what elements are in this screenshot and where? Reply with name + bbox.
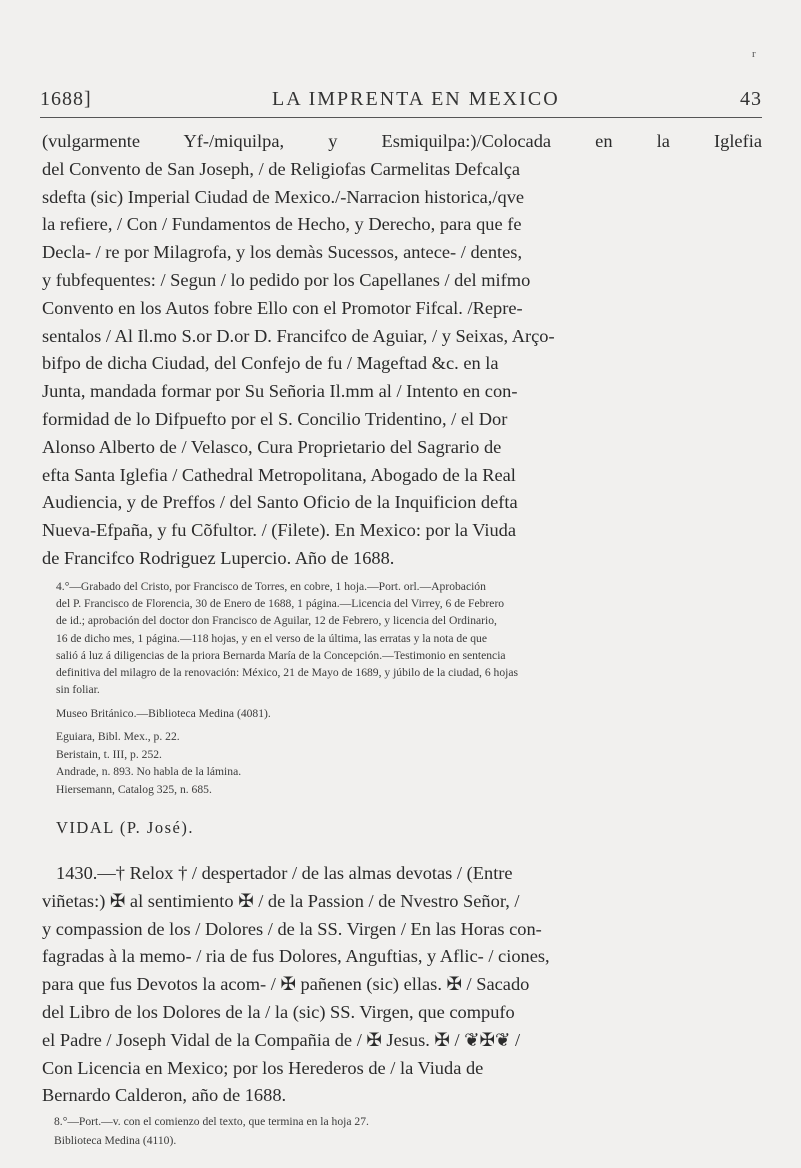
text-line: Junta, mandada formar por Su Señoria Il.mm al / Intento en con-	[42, 381, 518, 402]
text-line: del Convento de San Joseph, / de Religiofas Carmelitas Defcalça	[42, 158, 521, 179]
note-line: de id.; aprobación del doctor don Francisco de Aguilar, 12 de Febrero, y licencia del Ordinario,	[56, 614, 497, 628]
text-line: Convento en los Autos fobre Ello con el Promotor Fifcal. /Repre-	[42, 297, 523, 318]
entry1-note	[56, 578, 756, 698]
text-line: bifpo de dicha Ciudad, del Confejo de fu / Mageftad &c. en la	[42, 353, 499, 374]
note-line: 8.°—Port.—v. con el comienzo del texto, que termina en la hoja 27.	[54, 1115, 369, 1128]
text-line: de Francifco Rodriguez Lupercio. Año de 1688.	[42, 547, 395, 568]
reference-line: Andrade, n. 893. No habla de la lámina.	[56, 765, 242, 779]
entry1-references	[56, 705, 756, 798]
text-line: Audiencia, y de Preffos / del Santo Oficio de la Inquificion defta	[42, 492, 518, 513]
text-line: la refiere, / Con / Fundamentos de Hecho, y Derecho, para que fe	[42, 214, 522, 235]
text-line: 1430.—† Relox † / despertador / de las almas devotas / (Entre	[56, 863, 513, 883]
entry2-author: VIDAL (P. José).	[56, 818, 194, 837]
text-line: Decla- / re por Milagrofa, y los demàs Sucessos, antece- / dentes,	[42, 242, 523, 263]
text-line: sdefta (sic) Imperial Ciudad de Mexico./-Narracion historica,/qve	[42, 186, 525, 207]
note-line: Biblioteca Medina (4110).	[54, 1134, 177, 1147]
header-year: 1688]	[40, 88, 92, 110]
page-number: 43	[739, 88, 762, 110]
text-line: formidad de lo Difpuefto por el S. Concilio Tridentino, / el Dor	[42, 408, 508, 429]
text-line: y fubfequentes: / Segun / lo pedido por los Capellanes / del mifmo	[42, 269, 531, 290]
entry2-note	[54, 1112, 754, 1150]
text-line: para que fus Devotos la acom- / ✠ pañenen (sic) ellas. ✠ / Sacado	[42, 974, 530, 995]
reference-line: Beristain, t. III, p. 252.	[56, 747, 162, 761]
header-title: LA IMPRENTA EN MEXICO	[272, 88, 560, 110]
note-line: definitiva del milagro de la renovación: México, 21 de Mayo de 1689, y júbilo de la ciudad, 6 hojas	[56, 666, 519, 680]
text-line: el Padre / Joseph Vidal de la Compañia de / ✠ Jesus. ✠ / ❦✠❦ /	[42, 1029, 521, 1050]
text-line: viñetas:) ✠ al sentimiento ✠ / de la Passion / de Nvestro Señor, /	[42, 890, 520, 911]
entry1-title-text	[42, 128, 762, 573]
note-line: 16 de dicho mes, 1 página.—118 hojas, y en el verso de la última, las erratas y la nota de que	[56, 631, 487, 645]
note-line: salió á luz á diligencias de la priora Bernarda María de la Concepción.—Testimonio en sentencia	[56, 648, 506, 662]
text-line: Con Licencia en Mexico; por los Herederos de / la Viuda de	[42, 1057, 484, 1078]
text-line: Alonso Alberto de / Velasco, Cura Proprietario del Sagrario de	[42, 436, 502, 457]
text-line: Bernardo Calderon, año de 1688.	[42, 1085, 287, 1106]
text-line: Nueva-Efpaña, y fu Cõfultor. / (Filete). En Mexico: por la Viuda	[42, 520, 517, 541]
note-line: del P. Francisco de Florencia, 30 de Enero de 1688, 1 página.—Licencia del Virrey, 6 de Febrero	[56, 597, 505, 611]
text-line: del Libro de los Dolores de la / la (sic) SS. Virgen, que compufo	[42, 1001, 515, 1022]
note-line: sin foliar.	[56, 683, 100, 697]
text-line: y compassion de los / Dolores / de la SS. Virgen / En las Horas con-	[42, 918, 542, 939]
text-line: efta Santa Iglefia / Cathedral Metropolitana, Abogado de la Real	[42, 464, 516, 485]
text-line: fagradas à la memo- / ria de fus Dolores, Anguftias, y Aflic- / ciones,	[42, 946, 550, 967]
note-line: 4.°—Grabado del Cristo, por Francisco de Torres, en cobre, 1 hoja.—Port. orl.—Aprobación	[56, 580, 486, 593]
location-line: Museo Británico.—Biblioteca Medina (4081).	[56, 707, 271, 720]
text-line: sentalos / Al Il.mo S.or D.or D. Francifco de Aguiar, / y Seixas, Arço-	[42, 325, 555, 346]
running-header	[40, 88, 762, 111]
corner-mark: r	[752, 48, 756, 60]
header-rule	[40, 117, 762, 118]
reference-line: Hiersemann, Catalog 325, n. 685.	[56, 782, 212, 796]
text-line: (vulgarmente Yf-/miquilpa, y Esmiquilpa:)/Colocada en la Iglefia	[42, 131, 762, 151]
entry2-title-text	[42, 860, 762, 1110]
reference-line: Eguiara, Bibl. Mex., p. 22.	[56, 730, 180, 744]
